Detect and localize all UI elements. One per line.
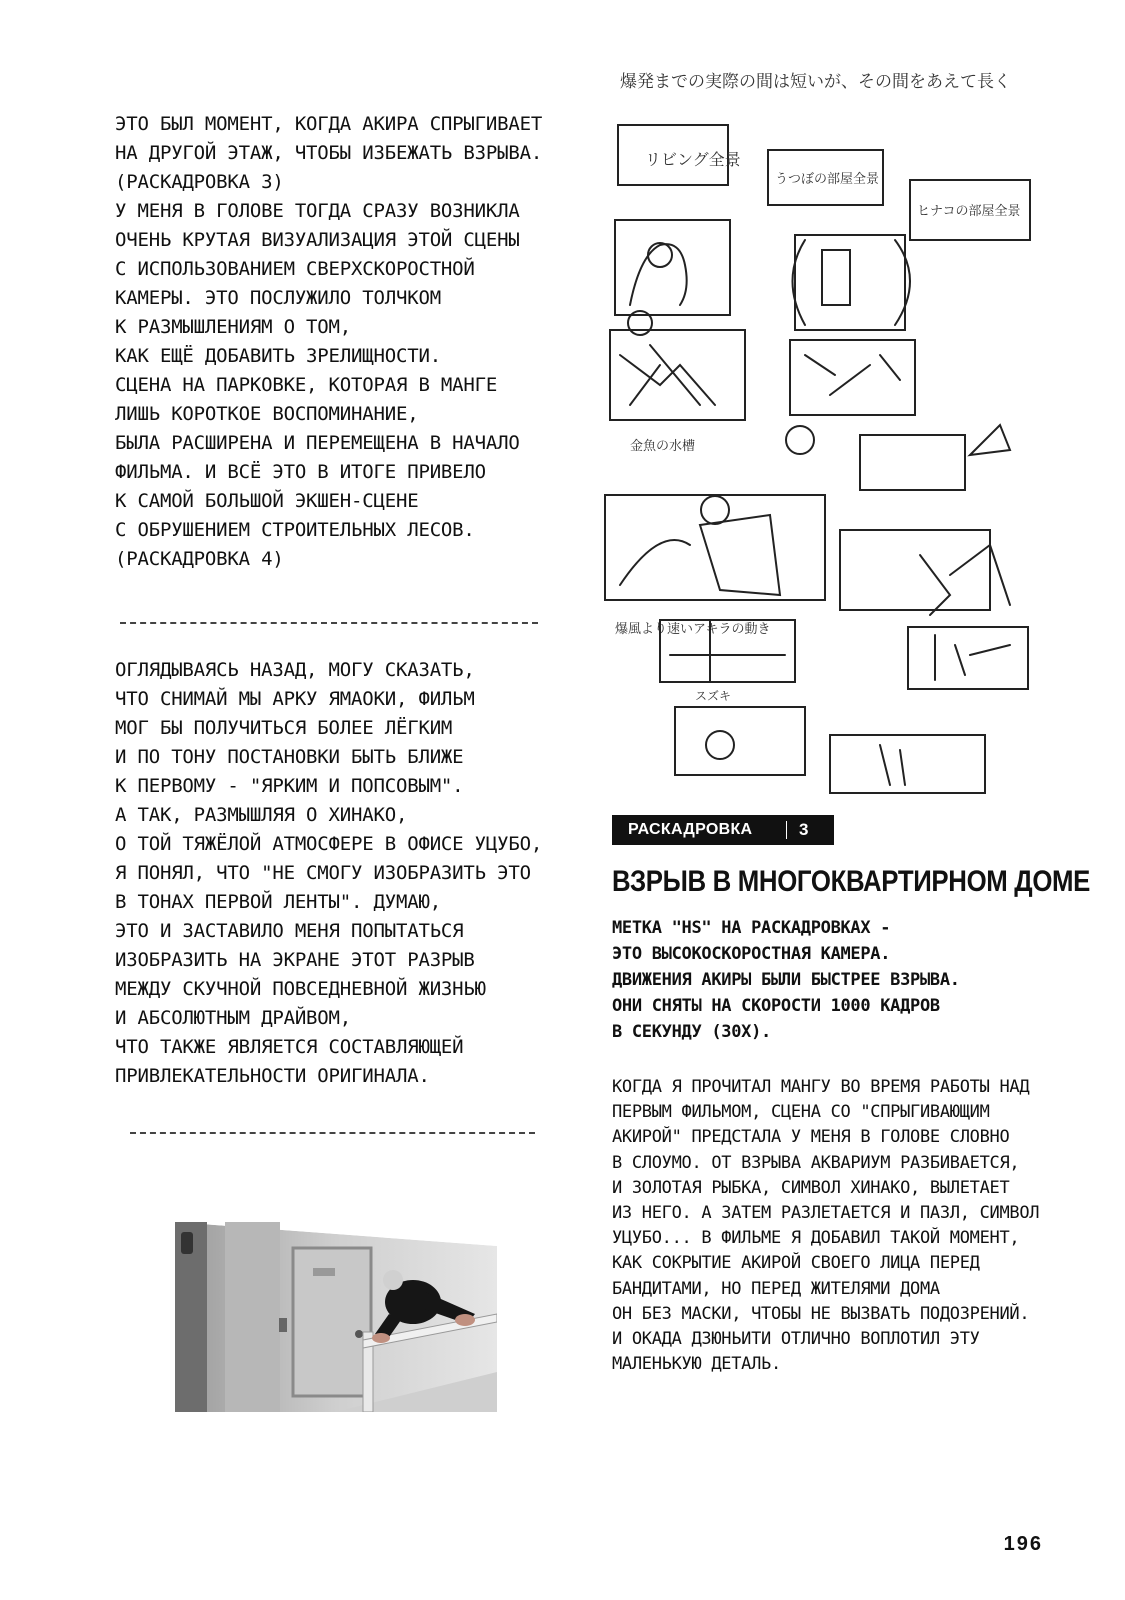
lead-paragraph: МЕТКА "HS" НА РАСКАДРОВКАХ - ЭТО ВЫСОКОСКОРОСТНАЯ КАМЕРА. ДВИЖЕНИЯ АКИРЫ БЫЛИ БЫСТРЕЕ ВЗРЫВА. ОНИ СНЯТЫ НА СКОРОСТИ 1000 КАДРОВ В СЕКУНДУ (30Х). <box>612 918 960 1042</box>
panel-label-suzuki: スズキ <box>695 689 732 703</box>
panel-label-utsubo-room: うつぼの部屋全景 <box>775 172 880 187</box>
badge-number: 3 <box>799 820 809 839</box>
storyboard-sketch <box>590 55 1060 795</box>
left-column <box>115 110 585 574</box>
film-still-photo <box>175 1222 497 1412</box>
page-number: 196 <box>1003 1533 1043 1555</box>
panel-label-goldfish-tank: 金魚の水槽 <box>630 439 696 454</box>
panel-label-hinako-room: ヒナコの部屋全景 <box>917 204 1021 219</box>
left-column-2 <box>115 656 585 1091</box>
dashed-divider-top <box>120 622 538 624</box>
panel-label-living: リビング全景 <box>645 150 741 169</box>
left-paragraph-2: ОГЛЯДЫВАЯСЬ НАЗАД, МОГУ СКАЗАТЬ, ЧТО СНИМАЙ МЫ АРКУ ЯМАОКИ, ФИЛЬМ МОГ БЫ ПОЛУЧИТЬСЯ БОЛЕЕ ЛЁГКИМ И ПО ТОНУ ПОСТАНОВКИ БЫТЬ БЛИЖЕ К ПЕРВОМУ - "ЯРКИМ И ПОПСОВЫМ". А ТАК, РАЗМЫШЛЯЯ О ХИНАКО, О ТОЙ ТЯЖЁЛОЙ АТМОСФЕРЕ В ОФИСЕ УЦУБО, Я ПОНЯЛ, ЧТО "НЕ СМОГУ ИЗОБРАЗИТЬ ЭТО В ТОНАХ ПЕРВОЙ ЛЕНТЫ". ДУМАЮ, ЭТО И ЗАСТАВИЛО МЕНЯ ПОПЫТАТЬСЯ ИЗОБРАЗИТЬ НА ЭКРАНЕ ЭТОТ РАЗРЫВ МЕЖДУ СКУЧНОЙ ПОВСЕДНЕВНОЙ ЖИЗНЬЮ И АБСОЛЮТНЫМ ДРАЙВОМ, ЧТО ТАКЖЕ ЯВЛЯЕТСЯ СОСТАВЛЯЮЩЕЙ ПРИВЛЕКАТЕЛЬНОСТИ ОРИГИНАЛА. <box>115 659 543 1087</box>
storyboard-badge <box>612 815 834 845</box>
dashed-divider-bottom <box>130 1132 535 1134</box>
storyboard-top-note: 爆発までの実際の間は短いが、その間をあえて長く <box>620 72 1011 92</box>
storyboard-drawing <box>590 55 1060 795</box>
badge-separator <box>786 821 787 839</box>
badge-label: РАСКАДРОВКА <box>628 821 753 838</box>
left-paragraph-1: ЭТО БЫЛ МОМЕНТ, КОГДА АКИРА СПРЫГИВАЕТ НА ДРУГОЙ ЭТАЖ, ЧТОБЫ ИЗБЕЖАТЬ ВЗРЫВА. (РАСКАДРОВКА 3) У МЕНЯ В ГОЛОВЕ ТОГДА СРАЗУ ВОЗНИКЛА ОЧЕНЬ КРУТАЯ ВИЗУАЛИЗАЦИЯ ЭТОЙ СЦЕНЫ С ИСПОЛЬЗОВАНИЕМ СВЕРХСКОРОСТНОЙ КАМЕРЫ. ЭТО ПОСЛУЖИЛО ТОЛЧКОМ К РАЗМЫШЛЕНИЯМ О ТОМ, КАК ЕЩЁ ДОБАВИТЬ ЗРЕЛИЩНОСТИ. СЦЕНА НА ПАРКОВКЕ, КОТОРАЯ В МАНГЕ ЛИШЬ КОРОТКОЕ ВОСПОМИНАНИЕ, БЫЛА РАСШИРЕНА И ПЕРЕМЕЩЕНА В НАЧАЛО ФИЛЬМА. И ВСЁ ЭТО В ИТОГЕ ПРИВЕЛО К САМОЙ БОЛЬШОЙ ЭКШЕН-СЦЕНЕ С ОБРУШЕНИЕМ СТРОИТЕЛЬНЫХ ЛЕСОВ. (РАСКАДРОВКА 4) <box>115 113 543 570</box>
film-still-image <box>175 1222 497 1412</box>
panel-label-akira-movement: 爆風より速いアキラの動き <box>615 622 771 637</box>
section-heading: ВЗРЫВ В МНОГОКВАРТИРНОМ ДОМЕ <box>612 865 1091 898</box>
right-body-paragraph: КОГДА Я ПРОЧИТАЛ МАНГУ ВО ВРЕМЯ РАБОТЫ НАД ПЕРВЫМ ФИЛЬМОМ, СЦЕНА СО "СПРЫГИВАЮЩИМ АКИРОЙ" ПРЕДСТАЛА У МЕНЯ В ГОЛОВЕ СЛОВНО В СЛОУМО. ОТ ВЗРЫВА АКВАРИУМ РАЗБИВАЕТСЯ, И ЗОЛОТАЯ РЫБКА, СИМВОЛ ХИНАКО, ВЫЛЕТАЕТ ИЗ НЕГО. А ЗАТЕМ РАЗЛЕТАЕТСЯ И ПАЗЛ, СИМВОЛ УЦУБО... В ФИЛЬМЕ Я ДОБАВИЛ ТАКОЙ МОМЕНТ, КАК СОКРЫТИЕ АКИРОЙ СВОЕГО ЛИЦА ПЕРЕД БАНДИТАМИ, НО ПЕРЕД ЖИТЕЛЯМИ ДОМА ОН БЕЗ МАСКИ, ЧТОБЫ НЕ ВЫЗВАТЬ ПОДОЗРЕНИЙ. И ОКАДА ДЗЮНЬИТИ ОТЛИЧНО ВОПЛОТИЛ ЭТУ МАЛЕНЬКУЮ ДЕТАЛЬ. <box>612 1077 1040 1375</box>
